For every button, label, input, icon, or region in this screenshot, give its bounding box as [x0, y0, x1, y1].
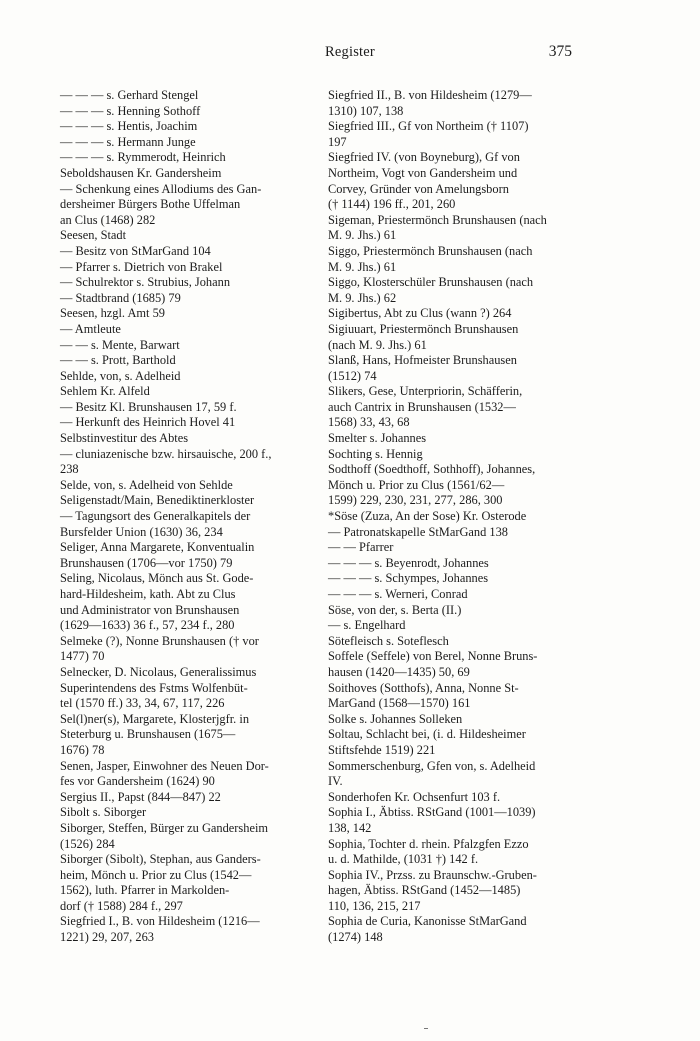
index-entry [60, 665, 308, 712]
index-entry-line: Sehlem Kr. Alfeld [60, 384, 150, 399]
index-entry [60, 400, 308, 416]
index-entry [60, 166, 308, 182]
index-entry [60, 88, 308, 104]
index-entry-line: hagen, Äbtiss. RStGand (1452—1485) [328, 883, 521, 898]
index-entry-line: Seling, Nicolaus, Mönch aus St. Gode- [60, 571, 254, 586]
index-entry [328, 681, 577, 712]
index-entry [60, 244, 308, 260]
index-entry [328, 914, 577, 945]
page-header [0, 44, 700, 68]
index-entry-line: (1526) 284 [60, 836, 115, 851]
index-entry [60, 790, 308, 806]
index-entry-line: Sophia I., Äbtiss. RStGand (1001—1039) [328, 805, 536, 820]
index-entry-line: Seesen, hzgl. Amt 59 [60, 306, 165, 321]
index-entry [328, 150, 577, 212]
index-entry-line: Sonderhofen Kr. Ochsenfurt 103 f. [328, 789, 501, 804]
index-entry-line: Söse, von der, s. Berta (II.) [328, 602, 462, 617]
index-entry [60, 805, 308, 821]
index-entry-line: dorf († 1588) 284 f., 297 [60, 898, 183, 913]
index-entry-line: Sigiuuart, Priestermönch Brunshausen [328, 321, 519, 336]
index-entry-line: *Söse (Zuza, An der Sose) Kr. Osterode [328, 509, 527, 524]
index-entry-line: Siborger, Steffen, Bürger zu Gandersheim [60, 820, 269, 835]
index-entry [328, 571, 577, 587]
index-entry [328, 384, 577, 431]
index-entry-line: (1512) 74 [328, 368, 377, 383]
index-entry [60, 119, 308, 135]
index-entry-line: — Besitz Kl. Brunshausen 17, 59 f. [60, 399, 237, 414]
index-entry [328, 759, 577, 790]
index-entry-line: fes vor Gandersheim (1624) 90 [60, 774, 215, 789]
index-entry-line: (1274) 148 [328, 930, 383, 945]
index-entry [60, 821, 308, 852]
index-entry [60, 431, 308, 447]
index-entry-line: Steterburg u. Brunshausen (1675— [60, 727, 236, 742]
index-entry-line: — Patronatskapelle StMarGand 138 [328, 524, 508, 539]
index-entry-line: tel (1570 ff.) 33, 34, 67, 117, 226 [60, 696, 225, 711]
index-entry-line: 110, 136, 215, 217 [328, 898, 421, 913]
index-entry [60, 478, 308, 494]
index-entry-line: — — — s. Rymmerodt, Heinrich [60, 150, 226, 165]
page-speck [424, 1028, 428, 1029]
index-entry [328, 837, 577, 868]
index-entry-line: Sophia IV., Przss. zu Braunschw.-Gruben- [328, 867, 537, 882]
index-entry-line: 197 [328, 134, 347, 149]
index-entry [328, 509, 577, 525]
index-entry [60, 369, 308, 385]
index-entry [328, 649, 577, 680]
index-entry [328, 431, 577, 447]
index-entry [60, 322, 308, 338]
index-entry-line: Sehlde, von, s. Adelheid [60, 368, 181, 383]
index-entry-line: Bursfelder Union (1630) 36, 234 [60, 524, 223, 539]
index-entry-line: hausen (1420—1435) 50, 69 [328, 664, 470, 679]
index-entry-line: Slanß, Hans, Hofmeister Brunshausen [328, 353, 517, 368]
index-entry-line: Brunshausen (1706—vor 1750) 79 [60, 555, 233, 570]
index-entry [328, 712, 577, 728]
index-entry-line: hard-Hildesheim, kath. Abt zu Clus [60, 587, 236, 601]
index-entry [60, 493, 308, 509]
index-entry [60, 914, 308, 945]
index-entry-line: M. 9. Jhs.) 62 [328, 290, 397, 305]
index-entry-line: Solke s. Johannes Solleken [328, 711, 463, 726]
index-entry-line: Slikers, Gese, Unterpriorin, Schäfferin, [328, 384, 523, 399]
index-column-right [328, 88, 577, 946]
index-entry-line: Senen, Jasper, Einwohner des Neuen Dor- [60, 758, 269, 773]
index-entry [60, 275, 308, 291]
index-entry [328, 868, 577, 915]
index-entry [328, 727, 577, 758]
index-entry [60, 291, 308, 307]
index-entry-line: an Clus (1468) 282 [60, 212, 156, 227]
index-entry [60, 447, 308, 478]
index-entry-line: Sophia, Tochter d. rhein. Pfalzgfen Ezzo [328, 836, 529, 851]
index-entry-line: Corvey, Gründer von Amelungsborn [328, 181, 509, 196]
index-column-left [60, 88, 308, 946]
index-entry [328, 119, 577, 150]
index-entry-line: — — — s. Gerhard Stengel [60, 88, 199, 102]
index-entry [328, 88, 577, 119]
index-entry-line: Soffele (Seffele) von Berel, Nonne Bruns- [328, 649, 538, 664]
index-entry-line: — — — s. Henning Sothoff [60, 103, 201, 118]
index-entry-line: heim, Mönch u. Prior zu Clus (1542— [60, 867, 252, 882]
index-entry-line: — cluniazenische bzw. hirsauische, 200 f., [60, 446, 272, 461]
index-entry-line: — — Pfarrer [328, 540, 394, 555]
index-entry-line: — s. Engelhard [328, 618, 406, 633]
index-entry-line: Sibolt s. Siborger [60, 805, 147, 820]
index-entry-line: MarGand (1568—1570) 161 [328, 696, 471, 711]
index-entry-line: 1562), luth. Pfarrer in Markolden- [60, 883, 230, 898]
index-entry-line: Seliger, Anna Margarete, Konventualin [60, 540, 255, 555]
index-entry-line: — — s. Mente, Barwart [60, 337, 180, 352]
index-entry-line: 1310) 107, 138 [328, 103, 404, 118]
index-entry [60, 634, 308, 665]
index-entry-line: († 1144) 196 ff., 201, 260 [328, 197, 456, 212]
index-entry [60, 509, 308, 540]
index-entry-line: Sodthoff (Soedthoff, Sothhoff), Johannes, [328, 462, 536, 477]
running-head: Register [325, 44, 375, 60]
index-entry-line: (nach M. 9. Jhs.) 61 [328, 337, 427, 352]
index-entry-line: Siggo, Priestermönch Brunshausen (nach [328, 243, 533, 258]
index-entry [328, 603, 577, 619]
index-entry-line: 1221) 29, 207, 263 [60, 930, 154, 945]
index-entry-line: Soltau, Schlacht bei, (i. d. Hildesheimer [328, 727, 526, 742]
index-entry-line: Selbstinvestitur des Abtes [60, 431, 189, 446]
index-entry-line: Siborger (Sibolt), Stephan, aus Ganders- [60, 852, 261, 867]
index-entry-line: — — — s. Hentis, Joachim [60, 119, 198, 134]
index-entry-line: Soithoves (Sotthofs), Anna, Nonne St- [328, 680, 519, 695]
index-entry-line: 138, 142 [328, 820, 372, 835]
index-entry-line: u. d. Mathilde, (1031 †) 142 f. [328, 852, 479, 867]
index-entry [60, 759, 308, 790]
index-entry-line: Selmeke (?), Nonne Brunshausen († vor [60, 633, 259, 648]
index-entry [60, 182, 308, 229]
index-entry-line: M. 9. Jhs.) 61 [328, 228, 397, 243]
index-entry-line: — — — s. Werneri, Conrad [328, 587, 468, 601]
index-entry-line: 1676) 78 [60, 742, 105, 757]
index-entry [328, 540, 577, 556]
index-entry [328, 618, 577, 634]
index-entry-line: Siegfried III., Gf von Northeim († 1107) [328, 119, 529, 134]
index-entry-line: Superintendens des Fstms Wolfenbüt- [60, 680, 248, 695]
index-entry-line: dersheimer Bürgers Bothe Uffelman [60, 197, 241, 212]
index-entry [60, 540, 308, 571]
index-entry-line: Siegfried I., B. von Hildesheim (1216— [60, 914, 260, 929]
index-entry [60, 415, 308, 431]
index-entry-line: Sophia de Curia, Kanonisse StMarGand [328, 914, 527, 929]
index-entry [328, 447, 577, 463]
index-entry [328, 462, 577, 509]
index-entry-line: 1477) 70 [60, 649, 105, 664]
index-entry [60, 306, 308, 322]
index-entry [60, 571, 308, 633]
index-entry-line: 1568) 33, 43, 68 [328, 415, 410, 430]
index-entry [328, 790, 577, 806]
index-entry-line: Selnecker, D. Nicolaus, Generalissimus [60, 664, 257, 679]
index-entry-line: Smelter s. Johannes [328, 431, 427, 446]
index-entry-line: Northeim, Vogt von Gandersheim und [328, 165, 518, 180]
index-entry-line: IV. [328, 774, 343, 789]
index-entry-line: Sötefleisch s. Soteflesch [328, 633, 449, 648]
index-entry [328, 587, 577, 603]
index-entry-line: — Schenkung eines Allodiums des Gan- [60, 181, 262, 196]
index-entry [328, 556, 577, 572]
index-entry [60, 135, 308, 151]
index-entry-line: M. 9. Jhs.) 61 [328, 259, 397, 274]
index-entry-line: Sigibertus, Abt zu Clus (wann ?) 264 [328, 306, 512, 321]
index-entry-line: — Tagungsort des Generalkapitels der [60, 509, 251, 524]
index-entry-line: Siegfried IV. (von Boyneburg), Gf von [328, 150, 520, 165]
index-entry [328, 805, 577, 836]
index-entry-line: Seboldshausen Kr. Gandersheim [60, 165, 222, 180]
index-entry-line: (1629—1633) 36 f., 57, 234 f., 280 [60, 618, 235, 633]
index-entry [60, 150, 308, 166]
index-entry-line: — — — s. Beyenrodt, Johannes [328, 555, 489, 570]
index-entry [328, 322, 577, 353]
index-entry-line: Seligenstadt/Main, Benediktinerkloster [60, 493, 255, 508]
index-entry-line: Sergius II., Papst (844—847) 22 [60, 789, 221, 804]
index-entry-line: — — s. Prott, Barthold [60, 353, 176, 368]
index-entry-line: — Pfarrer s. Dietrich von Brakel [60, 259, 223, 274]
index-entry-line: — — — s. Hermann Junge [60, 134, 196, 149]
index-entry [60, 338, 308, 354]
index-entry-line: Mönch u. Prior zu Clus (1561/62— [328, 477, 505, 492]
index-entry-line: Siegfried II., B. von Hildesheim (1279— [328, 88, 532, 102]
index-entry-line: 238 [60, 462, 79, 477]
index-entry-line: Seesen, Stadt [60, 228, 127, 243]
index-entry [328, 213, 577, 244]
index-entry-line: — Stadtbrand (1685) 79 [60, 290, 181, 305]
index-entry-line: Sel(l)ner(s), Margarete, Klosterjgfr. in [60, 711, 250, 726]
index-entry [60, 353, 308, 369]
index-entry [60, 384, 308, 400]
index-entry [328, 634, 577, 650]
index-entry [328, 275, 577, 306]
index-entry-line: Selde, von, s. Adelheid von Sehlde [60, 477, 233, 492]
index-entry [328, 525, 577, 541]
index-entry [328, 353, 577, 384]
index-entry-line: — Besitz von StMarGand 104 [60, 243, 211, 258]
index-entry [60, 852, 308, 914]
index-entry-line: 1599) 229, 230, 231, 277, 286, 300 [328, 493, 503, 508]
index-entry [328, 244, 577, 275]
index-entry [60, 104, 308, 120]
index-entry-line: Sommerschenburg, Gfen von, s. Adelheid [328, 758, 536, 773]
index-entry-line: auch Cantrix in Brunshausen (1532— [328, 399, 516, 414]
index-entry-line: Sigeman, Priestermönch Brunshausen (nach [328, 212, 547, 227]
index-entry-line: — — — s. Schympes, Johannes [328, 571, 489, 586]
index-entry [60, 228, 308, 244]
index-entry-line: Siggo, Klosterschüler Brunshausen (nach [328, 275, 534, 290]
index-entry [328, 306, 577, 322]
index-entry [60, 712, 308, 759]
index-entry-line: Sochting s. Hennig [328, 446, 423, 461]
index-entry [60, 260, 308, 276]
page-number: 375 [548, 43, 572, 60]
index-entry-line: — Herkunft des Heinrich Hovel 41 [60, 415, 236, 430]
index-entry-line: und Administrator von Brunshausen [60, 602, 240, 617]
index-entry-line: — Schulrektor s. Strubius, Johann [60, 275, 231, 290]
index-entry-line: — Amtleute [60, 321, 121, 336]
index-entry-line: Stiftsfehde 1519) 221 [328, 742, 436, 757]
